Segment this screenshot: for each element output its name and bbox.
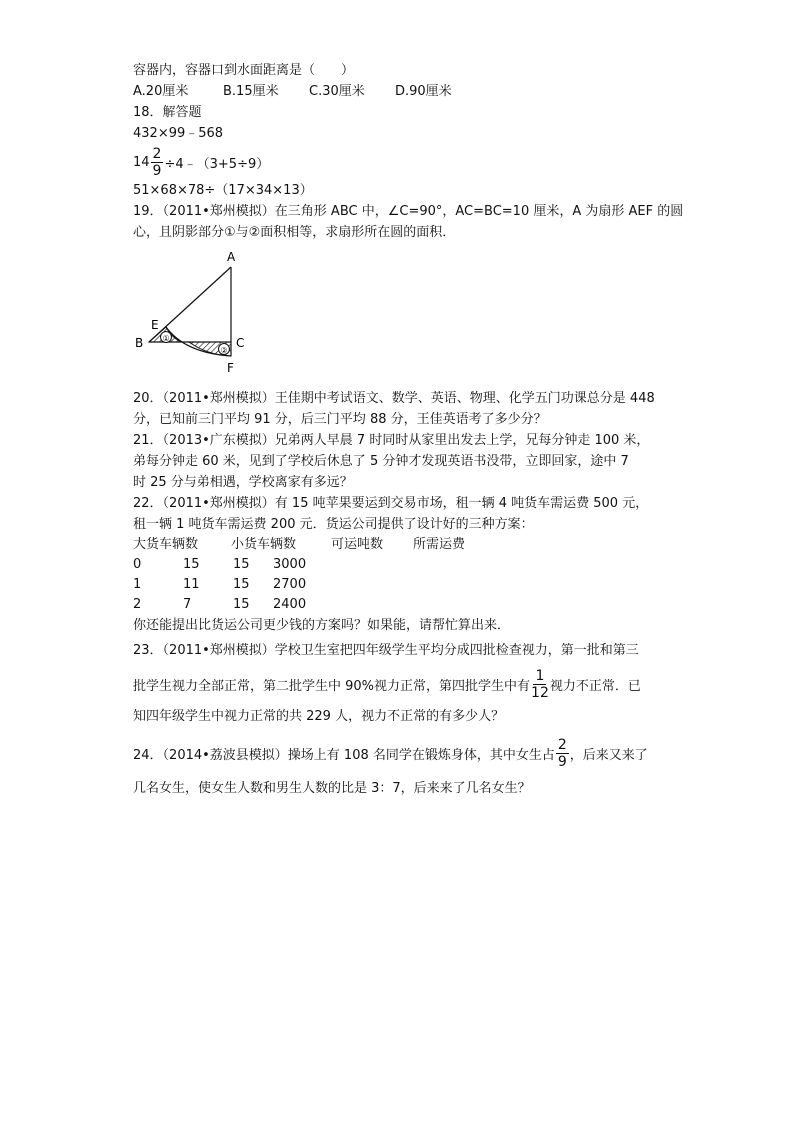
fraction-denominator: 12 — [531, 684, 549, 701]
cell-cost: 2700 — [273, 577, 307, 592]
q18-expr2 — [133, 144, 663, 180]
table-row — [133, 575, 663, 595]
label-region-2: ② — [220, 346, 228, 355]
fraction-denominator: 9 — [152, 162, 162, 179]
label-c: C — [236, 336, 245, 350]
q22-line1: 22．（2011•郑州模拟）有 15 吨苹果要运到交易市场，租一辆 4 吨货车需运费 500 元， — [133, 496, 649, 511]
label-b: B — [135, 336, 144, 350]
q23-line2 — [133, 666, 663, 702]
q24-line1-start: 24．（2014•荔波县模拟）操场上有 108 名同学在锻炼身体，其中女生占 — [133, 747, 555, 763]
expr2-rest: ÷4﹣（3+5÷9） — [164, 156, 270, 172]
triangle-figure — [133, 249, 273, 384]
header-small-trucks: 小货车辆数 — [231, 537, 297, 552]
cell-small: 7 — [183, 597, 192, 612]
q24-line1-end: ，后来又来了 — [569, 747, 648, 763]
option-b: B.15厘米 — [223, 84, 279, 99]
q22-line3: 你还能提出比货运公司更少钱的方案吗？如果能，请帮忙算出来． — [133, 618, 511, 633]
cell-tons: 15 — [233, 577, 250, 592]
label-a: A — [227, 250, 236, 264]
fraction-denominator: 9 — [557, 753, 567, 770]
label-e: E — [151, 318, 159, 332]
header-cost: 所需运费 — [413, 537, 466, 552]
table-row — [133, 595, 663, 615]
q20-line2: 分，已知前三门平均 91 分，后三门平均 88 分，王佳英语考了多少分？ — [133, 412, 547, 427]
expr2-whole: 14 — [133, 154, 150, 170]
q20-line1: 20．（2011•郑州模拟）王佳期中考试语文、数学、英语、物理、化学五门功课总分是 448 — [133, 391, 655, 406]
plan-table-header — [133, 535, 663, 555]
option-a: A.20厘米 — [133, 84, 189, 99]
q23-line3: 知四年级学生中视力正常的共 229 人，视力不正常的有多少人？ — [133, 709, 505, 724]
cell-small: 11 — [183, 577, 200, 592]
label-region-1: ① — [162, 334, 170, 343]
cell-tons: 15 — [233, 597, 250, 612]
cell-small: 15 — [183, 557, 200, 572]
q17-options — [133, 81, 663, 102]
cell-tons: 15 — [233, 557, 250, 572]
cell-large: 1 — [133, 577, 142, 592]
cell-cost: 2400 — [273, 597, 307, 612]
q24-fraction — [556, 738, 569, 769]
q24-line1 — [133, 732, 663, 774]
side-ab — [149, 267, 231, 342]
table-row — [133, 555, 663, 575]
q21-line1: 21．（2013•广东模拟）兄弟两人早晨 7 时同时从家里出发去上学，兄每分钟走 100 米， — [133, 433, 650, 448]
q19-line1: 19．（2011•郑州模拟）在三角形 ABC 中，∠C=90°，AC=BC=10 厘米，A 为扇形 AEF 的圆 — [133, 204, 684, 219]
cell-large: 0 — [133, 557, 142, 572]
cell-large: 2 — [133, 597, 142, 612]
q23-line2-end: 视力不正常．已 — [549, 678, 641, 694]
q17-stem-tail: 容器内，容器口到水面距离是（ ） — [133, 63, 355, 78]
header-tonnage: 可运吨数 — [331, 537, 384, 552]
q22-line2: 租一辆 1 吨货车需运费 200 元．货运公司提供了设计好的三种方案： — [133, 517, 534, 532]
option-d: D.90厘米 — [395, 84, 452, 99]
triangle-diagram — [133, 249, 273, 384]
header-large-trucks: 大货车辆数 — [133, 537, 199, 552]
q23-line1: 23．（2011•郑州模拟）学校卫生室把四年级学生平均分成四批检查视力，第一批和第三 — [133, 643, 639, 658]
label-f: F — [227, 361, 234, 375]
option-c: C.30厘米 — [309, 84, 365, 99]
fraction-numerator: 2 — [557, 736, 567, 753]
q21-line2: 弟每分钟走 60 米，见到了学校后休息了 5 分钟才发现英语书没带，立即回家，途中 7 — [133, 454, 629, 469]
q24-line2: 几名女生，使女生人数和男生人数的比是 3：7，后来来了几名女生？ — [133, 781, 531, 796]
q19-line2: 心，且阴影部分①与②面积相等，求扇形所在圆的面积． — [133, 225, 456, 240]
fraction-numerator: 2 — [152, 145, 162, 162]
question-list — [133, 60, 684, 804]
q23-fraction — [531, 669, 549, 700]
q23-line2-start: 批学生视力全部正常，第二批学生中 90%视力正常，第四批学生中有 — [133, 678, 531, 694]
q18-expr3: 51×68×78÷（17×34×13） — [133, 183, 313, 198]
q18-expr1: 432×99﹣568 — [133, 126, 224, 141]
fraction-numerator: 1 — [535, 667, 545, 684]
cell-cost: 3000 — [273, 557, 307, 572]
q21-line3: 时 25 分与弟相遇，学校离家有多远？ — [133, 475, 353, 490]
q18-title: 18．解答题 — [133, 105, 202, 120]
expr2-fraction — [151, 147, 164, 178]
